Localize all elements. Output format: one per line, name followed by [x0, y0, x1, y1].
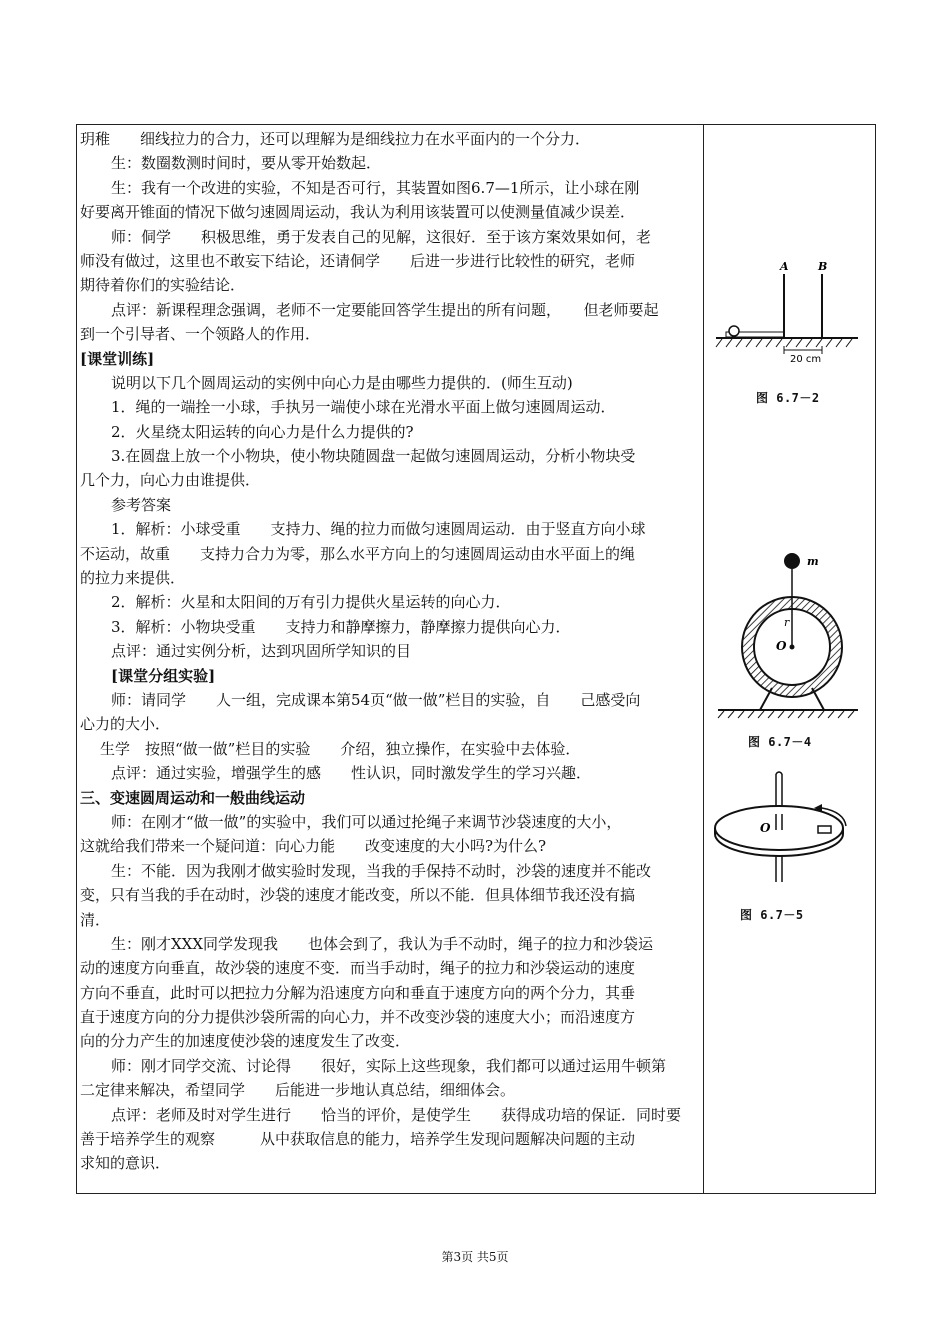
text-line: 生：不能．因为我刚才做实验时发现，当我的手保持不动时，沙袋的速度并不能改	[111, 861, 652, 880]
text-line: 1．解析：小球受重 支持力、绳的拉力而做匀速圆周运动．由于竖直方向小球	[111, 520, 646, 539]
text-line: 点评：通过实例分析，达到巩固所学知识的目	[111, 642, 412, 661]
text-line: [课堂训练]	[80, 349, 155, 368]
text-line: 玥稚 细线拉力的合力，还可以理解为是细线拉力在水平面内的一个分力．	[80, 130, 591, 148]
text-line: 师：侗学 积极思维，勇于发表自己的见解，这很好．至于该方案效果如何，老	[111, 227, 652, 246]
text-line: 到一个引导者、一个领路人的作用．	[80, 325, 321, 344]
figure-label-b: B	[818, 260, 828, 273]
figure-label-m: m	[807, 555, 819, 568]
text-line: 二定律来解决，希望同学 后能进一步地认真总结，细细体会。	[80, 1081, 516, 1100]
text-line: 1．绳的一端拴一小球，手执另一端使小球在光滑水平面上做匀速圆周运动．	[111, 398, 616, 417]
text-line: 2．解析：火星和太阳间的万有引力提供火星运转的向心力．	[111, 593, 511, 612]
table-column-divider	[703, 124, 704, 1194]
figure-caption: 图 6.7－2	[756, 391, 820, 405]
text-line: 生：我有一个改进的实验，不知是否可行，其装置如图6.7—1所示，让小球在刚	[111, 178, 640, 197]
text-line: 不运动，故重 支持力合力为零，那么水平方向上的匀速圆周运动由水平面上的绳	[80, 544, 636, 563]
text-line: 师没有做过，这里也不敢妄下结论，还请侗学 后进一步进行比较性的研究，老师	[80, 251, 636, 270]
text-line: 三、变速圆周运动和一般曲线运动	[80, 788, 306, 807]
text-line: 变，只有当我的手在动时，沙袋的速度才能改变，所以不能．但具体细节我还没有搞	[80, 886, 636, 905]
text-line: 直于速度方向的分力提供沙袋所需的向心力，并不改变沙袋的速度大小；而沿速度方	[80, 1008, 636, 1027]
text-line: 生：刚才XXX同学发现我 也体会到了，我认为手不动时，绳子的拉力和沙袋运	[111, 934, 654, 953]
text-line: 点评：新课程理念强调，老师不一定要能回答学生提出的所有问题， 但老师要起	[111, 300, 659, 319]
text-line: 点评：通过实验，增强学生的感 性认识，同时激发学生的学习兴趣．	[111, 764, 592, 783]
text-line: 生：数圈数测时间时，要从零开始数起．	[111, 154, 382, 173]
figure-label-r: r	[784, 616, 790, 629]
figure-label-o: O	[776, 639, 787, 653]
text-line: 求知的意识．	[80, 1154, 171, 1173]
text-line: 善于培养学生的观察 从中获取信息的能力，培养学生发现问题解决问题的主动	[80, 1130, 636, 1149]
figure-label-a: A	[780, 260, 789, 273]
figure-dimension: 20 cm	[790, 354, 822, 362]
text-line: 向的分力产生的加速度使沙袋的速度发生了改变．	[80, 1032, 411, 1051]
figure-caption: 图 6.7－4	[748, 735, 812, 749]
text-line: 师：请同学 人一组，完成课本第54页“做一做”栏目的实验，自 己感受向	[111, 690, 641, 709]
page-footer: 第3页 共5页	[441, 1250, 509, 1264]
text-line: 师：在刚才“做一做”的实验中，我们可以通过抡绳子来调节沙袋速度的大小，	[111, 812, 622, 831]
text-line: 心力的大小．	[80, 715, 171, 734]
text-line: 几个力，向心力由谁提供．	[80, 471, 261, 490]
figure-6-7-5	[712, 770, 862, 930]
text-line: 清．	[80, 910, 111, 929]
text-line: 的拉力来提供．	[80, 569, 186, 588]
text-line: 3．解析：小物块受重 支持力和静摩擦力，静摩擦力提供向心力．	[111, 617, 571, 636]
text-line: 参考答案	[111, 495, 172, 514]
text-line: 期待着你们的实验结论．	[80, 276, 246, 295]
text-line: 生学 按照“做一做”栏目的实验 介绍，独立操作，在实验中去体验．	[100, 739, 581, 758]
text-line: 师：刚才同学交流、讨论得 很好，实际上这些现象，我们都可以通过运用牛顿第	[111, 1056, 667, 1075]
text-line: 方向不垂直，此时可以把拉力分解为沿速度方向和垂直于速度方向的两个分力，其垂	[80, 983, 636, 1002]
figure-6-7-2-drawing	[712, 252, 862, 362]
text-line: 动的速度方向垂直，故沙袋的速度不变．而当手动时，绳子的拉力和沙袋运动的速度	[80, 959, 636, 978]
lesson-text-column	[80, 127, 698, 1176]
text-line: 2．火星绕太阳运转的向心力是什么力提供的?	[111, 422, 414, 441]
text-line: 点评：老师及时对学生进行 恰当的评价，是使学生 获得成功培的保证．同时要	[111, 1105, 682, 1124]
text-line: 3.在圆盘上放一个小物块，使小物块随圆盘一起做匀速圆周运动，分析小物块受	[111, 447, 636, 466]
text-line: [课堂分组实验]	[111, 666, 216, 685]
figure-6-7-4	[712, 550, 862, 750]
figure-6-7-2	[712, 252, 862, 412]
figure-label-o: O	[760, 821, 771, 835]
figure-caption: 图 6.7－5	[740, 908, 804, 922]
text-line: 说明以下几个圆周运动的实例中向心力是由哪些力提供的．(师生互动)	[111, 373, 573, 392]
text-line: 这就给我们带来一个疑问道：向心力能 改变速度的大小吗?为什么?	[80, 837, 547, 856]
figure-6-7-5-drawing	[712, 770, 862, 890]
figure-6-7-4-drawing	[712, 550, 862, 720]
text-line: 好要离开锥面的情况下做匀速圆周运动，我认为利用该装置可以使测量值减少误差．	[80, 203, 636, 222]
